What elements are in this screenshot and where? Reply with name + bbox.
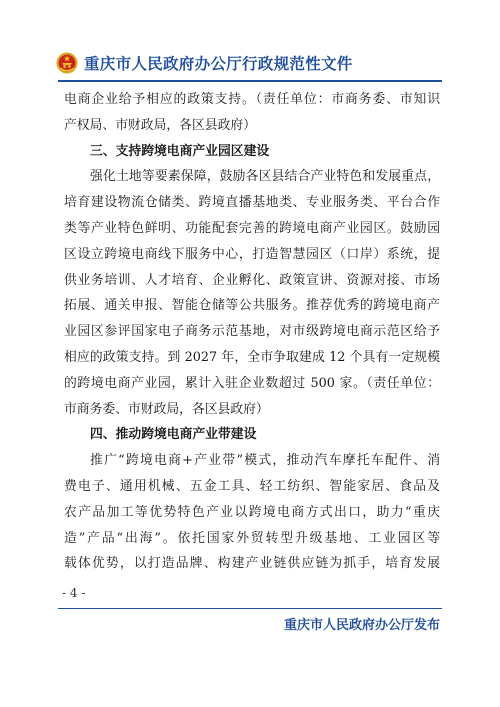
body-line: 强化土地等要素保障，鼓励各区县结合产业特色和发展重点， <box>90 169 440 185</box>
document-body <box>64 87 440 577</box>
body-line: 相应的政策支持。到 2027 年，全市争取建成 12 个具有一定规模 <box>64 349 440 365</box>
header-title: 重庆市人民政府办公厅行政规范性文件 <box>84 55 353 73</box>
body-line: 产权局、市财政局，各区县政府） <box>64 117 256 133</box>
body-line: 载体优势，以打造品牌、构建产业链供应链为抓手，培育发展 <box>64 556 440 572</box>
national-emblem-icon <box>56 52 78 74</box>
body-line: 拓展、通关申报、智能仓储等公共服务。推荐优秀的跨境电商产 <box>64 298 440 314</box>
body-line: 业园区参评国家电子商务示范基地，对市级跨境电商示范区给予 <box>64 324 440 340</box>
footer-divider <box>58 608 442 609</box>
footer-publisher: 重庆市人民政府办公厅发布 <box>283 618 440 633</box>
body-line: 电商企业给予相应的政策支持。（责任单位：市商务委、市知识 <box>64 92 440 107</box>
body-line: 供业务培训、人才培育、企业孵化、政策宣讲、资源对接、市场 <box>64 272 440 288</box>
body-line: 类等产业特色鲜明、功能配套完善的跨境电商产业园区。鼓励园 <box>64 220 440 236</box>
body-line: 的跨境电商产业园，累计入驻企业数超过 500 家。（责任单位： <box>64 375 440 391</box>
body-line: 造”产品“出海”。依托国家外贸转型升级基地、工业园区等 <box>64 530 440 546</box>
body-line: 推广“跨境电商+产业带”模式，推动汽车摩托车配件、消 <box>90 453 440 469</box>
document-header <box>56 50 456 76</box>
page-number: - 4 - <box>62 586 86 600</box>
body-line: 费电子、通用机械、五金工具、轻工纺织、智能家居、食品及 <box>64 478 440 494</box>
section-heading-4: 四、推动跨境电商产业带建设 <box>90 427 257 443</box>
body-line: 区设立跨境电商线下服务中心，打造智慧园区（口岸）系统，提 <box>64 246 440 262</box>
body-line: 市商务委、市财政局，各区县政府） <box>64 401 269 417</box>
body-line: 农产品加工等优势特色产业以跨境电商方式出口，助力“重庆 <box>64 504 440 520</box>
header-divider <box>58 80 442 82</box>
body-line: 培育建设物流仓储类、跨境直播基地类、专业服务类、平台合作 <box>64 195 440 211</box>
section-heading-3: 三、支持跨境电商产业园区建设 <box>90 143 270 159</box>
